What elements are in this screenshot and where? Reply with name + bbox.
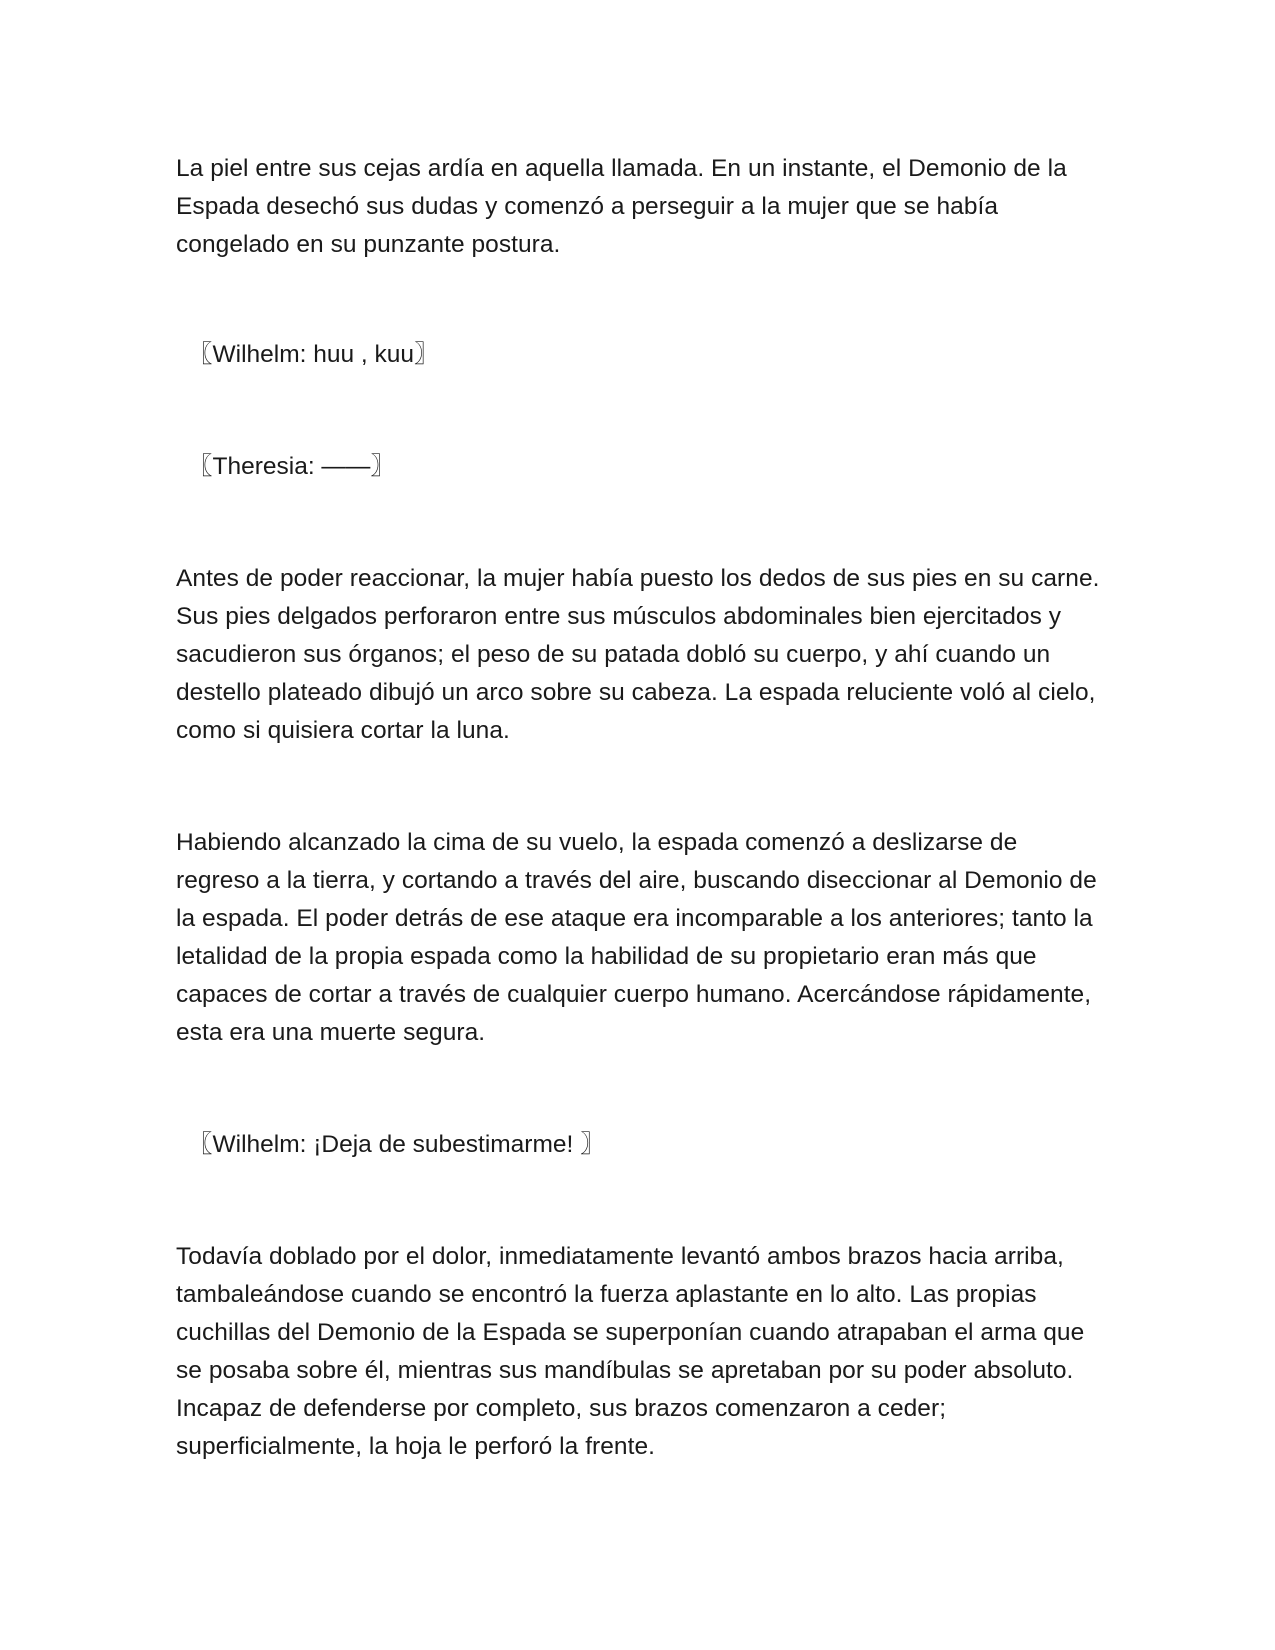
paragraph-3: Habiendo alcanzado la cima de su vuelo, la espada comenzó a deslizarse de regreso a la tierra, y cortando a través del aire, buscando diseccionar al Demonio de la espada. El poder detrás de ese ataque era incomparable a los anteriores; tanto la letalidad de la propia espada como la habilidad de su propietario eran más que capaces de cortar a través de cualquier cuerpo humano. Acercándose rápidamente, esta era una muerte segura. (176, 829, 1097, 1046)
paragraph-1: La piel entre sus cejas ardía en aquella llamada. En un instante, el Demonio de la Espada desechó sus dudas y comenzó a perseguir a la mujer que se había congelado en su punzante postura. (176, 155, 1067, 258)
paragraph-4: Todavía doblado por el dolor, inmediatamente levantó ambos brazos hacia arriba, tambaleándose cuando se encontró la fuerza aplastante en lo alto. Las propias cuchillas del Demonio de la Espada se superponían cuando atrapaban el arma que se posaba sobre él, mientras sus mandíbulas se apretaban por su poder absoluto. Incapaz de defenderse por completo, sus brazos comenzaron a ceder; superficialmente, la hoja le perforó la frente. (176, 1243, 1085, 1460)
dialogue-wilhelm-2: 〖Wilhelm: ¡Deja de subestimarme! 〗 (188, 1131, 605, 1158)
dialogue-theresia: 〖Theresia: ——〗 (188, 453, 395, 480)
paragraph-2: Antes de poder reaccionar, la mujer había puesto los dedos de sus pies en su carne. Sus pies delgados perforaron entre sus músculos abdominales bien ejercitados y sacudieron sus órganos; el peso de su patada dobló su cuerpo, y ahí cuando un destello plateado dibujó un arco sobre su cabeza. La espada reluciente voló al cielo, como si quisiera cortar la luna. (176, 565, 1100, 744)
document-page (176, 150, 1106, 1466)
dialogue-wilhelm-1: 〖Wilhelm: huu , kuu〗 (188, 341, 439, 368)
